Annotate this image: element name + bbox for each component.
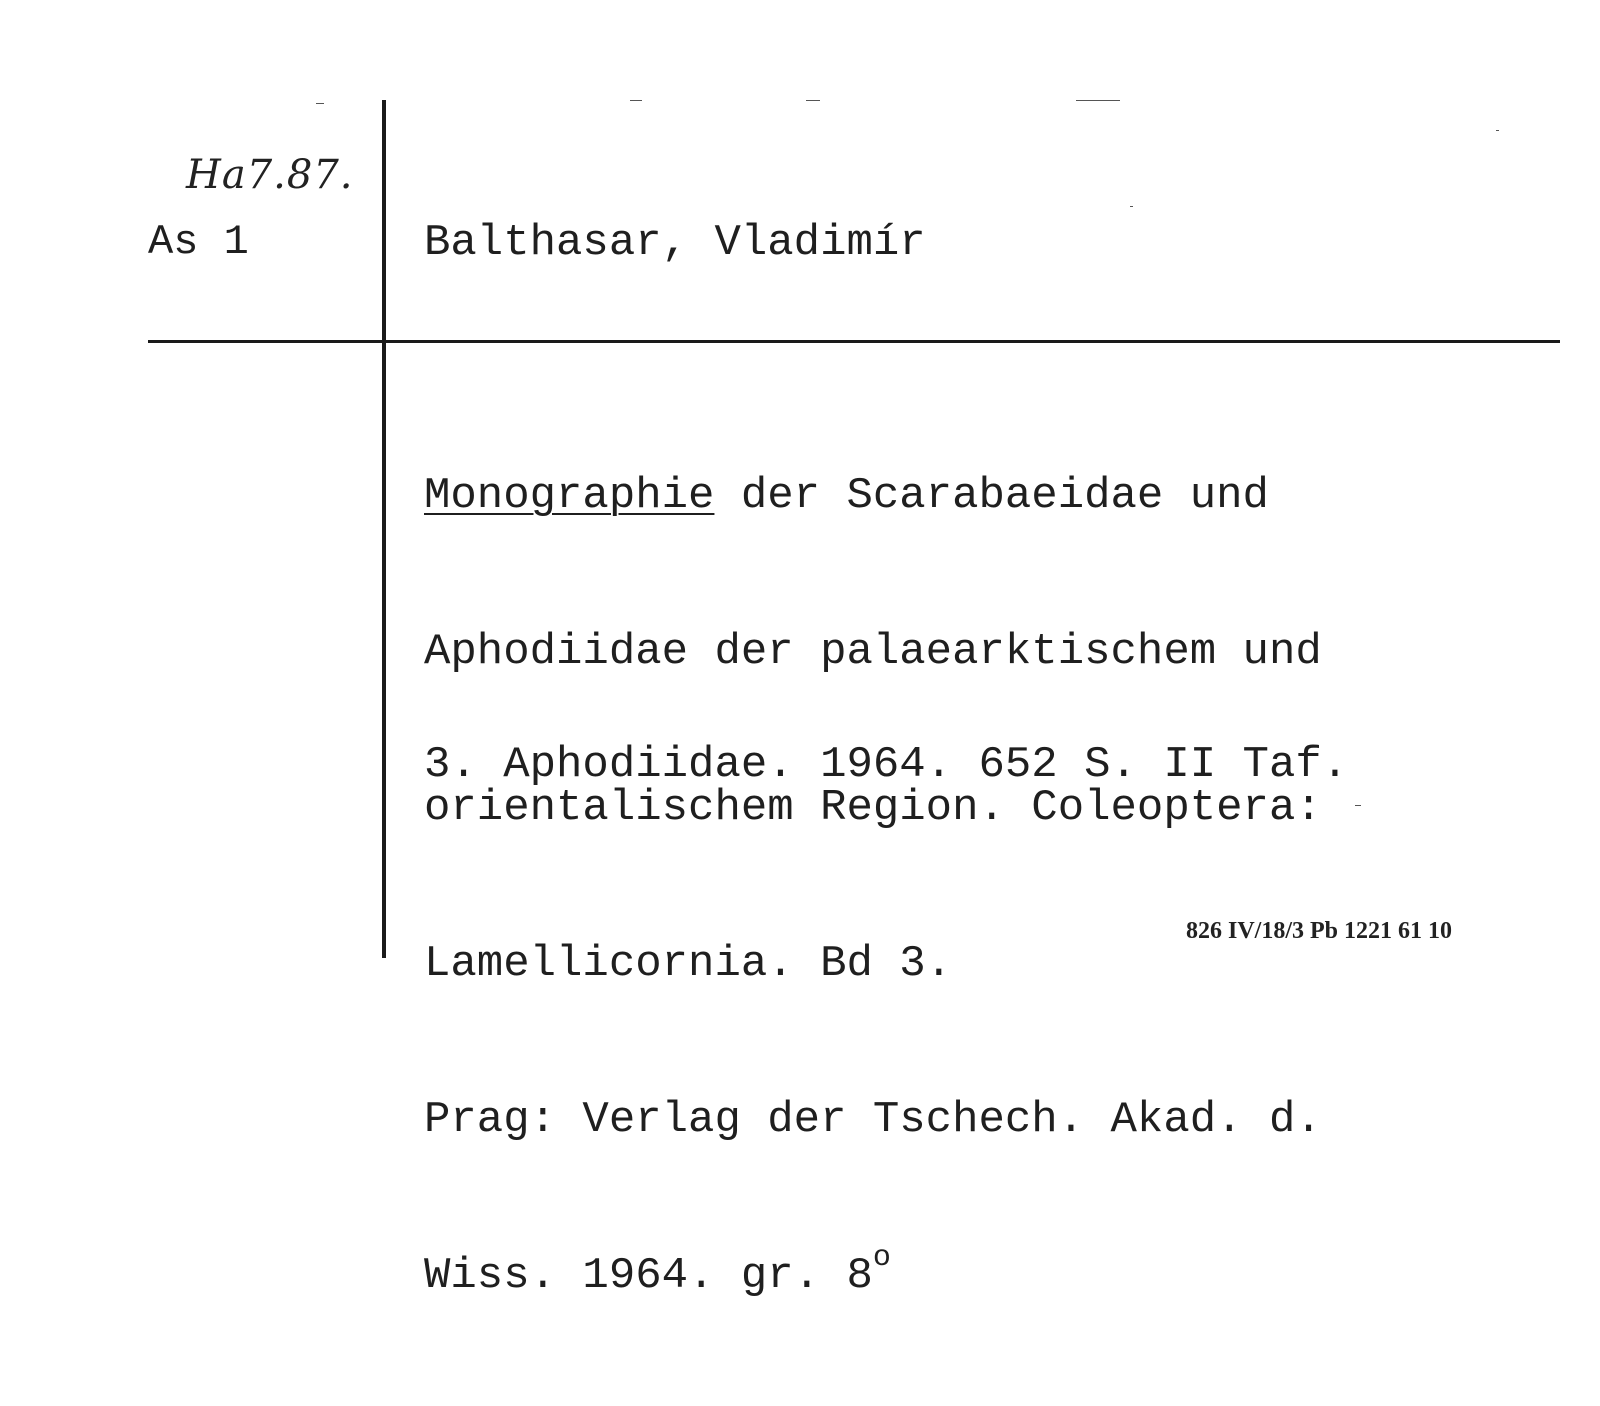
title-line-3: orientalischem Region. Coleoptera: xyxy=(424,783,1322,833)
title-block xyxy=(424,366,1322,1406)
imprint-text: Wiss. 1964. gr. 8 xyxy=(424,1251,873,1301)
scan-speck xyxy=(1130,206,1133,207)
imprint-line-2 xyxy=(424,1241,1322,1302)
horizontal-rule xyxy=(148,340,1560,343)
scan-speck xyxy=(1355,805,1361,806)
author-heading: Balthasar, Vladimír xyxy=(424,218,926,268)
volume-line: 3. Aphodiidae. 1964. 652 S. II Taf. xyxy=(424,740,1349,790)
scan-speck xyxy=(806,100,820,101)
imprint-line-1: Prag: Verlag der Tschech. Akad. d. xyxy=(424,1095,1322,1145)
scan-speck xyxy=(1076,100,1120,101)
scan-speck xyxy=(630,100,642,101)
vertical-rule xyxy=(382,100,386,958)
shelfmark: As 1 xyxy=(148,218,249,266)
title-line-1-rest: der Scarabaeidae und xyxy=(714,471,1269,521)
title-underlined-word: Monographie xyxy=(424,471,715,521)
scan-speck xyxy=(1496,130,1499,131)
format-superscript: o xyxy=(872,1241,891,1275)
title-line-1 xyxy=(424,470,1322,522)
print-code: 826 IV/18/3 Pb 1221 61 10 xyxy=(1186,918,1453,944)
title-line-4: Lamellicornia. Bd 3. xyxy=(424,939,953,989)
title-line-2: Aphodiidae der palaearktischem und xyxy=(424,627,1322,677)
handwritten-mark: Ha7.87. xyxy=(186,152,354,198)
scan-speck xyxy=(316,103,324,104)
